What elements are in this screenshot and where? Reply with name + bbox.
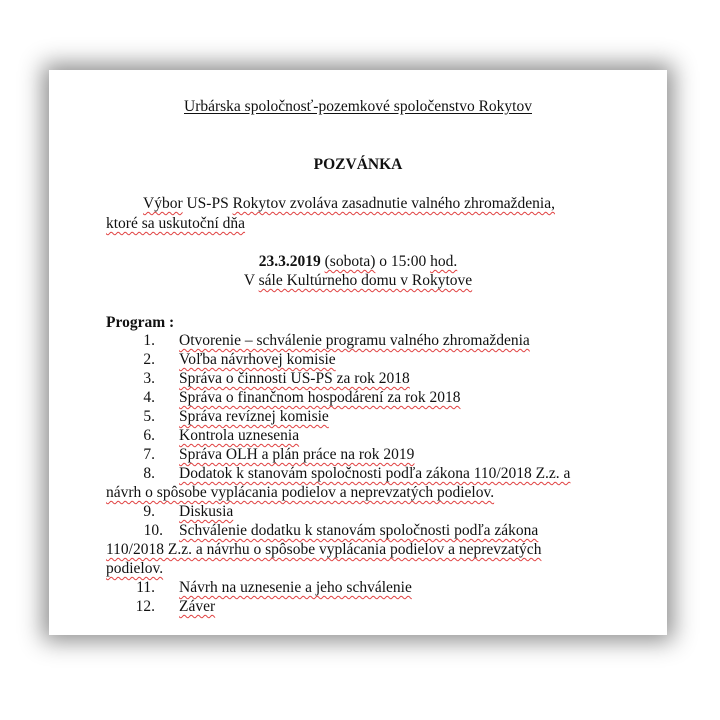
document-title: POZVÁNKA — [313, 156, 403, 173]
meeting-date: 23.3.2019 — [258, 253, 321, 270]
organization-header — [49, 98, 667, 116]
list-item-continuation: 110/2018 Z.z. a návrhu o spôsobe vyplácania podielov a neprevzatých — [106, 541, 542, 558]
document-page: Urbárska spoločnosť-pozemkové spoločenstvo Rokytov POZVÁNKA Výbor US-PS Rokytov zvoláva zasadnutie valného zhromaždenia, ktoré sa uskutoční dňa 23.3.2019 (sobota) o 15:00 hod. V sále Kultúrneho domu v Rokytove Program : 1. Otvorenie – schválenie programu valného zhromaždenia 2. Voľba návrhovej komisie 3. Správa o činnosti US-PS za rok 2018 4. Správa o finančnom hospodárení za rok 2018 5. Správa revíznej komisie 6. Kontrola uznesenia 7. Správa OLH a plán práce na rok 2019 8. Dodatok k stanovám spoločnosti podľa zákona 110/2018 Z.z. a návrh o spôsobe vyplácania podielov a neprevzatých podielov. 9. Diskusia 10. Schválenie dodatku k stanovám spoločnosti podľa zákona 110/2018 Z.z. a návrhu o spôsobe vyplácania podielov a neprevzatých podielov. 11. Návrh na uznesenie a jeho schválenie 12. Záver — [49, 70, 667, 635]
meeting-place: sále Kultúrneho domu v Rokytove — [258, 272, 473, 289]
meeting-date-line: 23.3.2019 (sobota) o 15:00 hod. — [258, 253, 458, 270]
program-heading: Program : — [106, 314, 175, 331]
list-item-continuation: podielov. — [106, 560, 164, 577]
meeting-day: (sobota) — [324, 253, 376, 270]
meeting-place-line: V sále Kultúrneho domu v Rokytove — [243, 272, 473, 289]
intro-line-1: Výbor US-PS Rokytov zvoláva zasadnutie valného zhromaždenia, — [143, 195, 555, 212]
list-item-continuation: návrh o spôsobe vyplácania podielov a neprevzatých podielov. — [106, 484, 495, 501]
organization-name: Urbárska spoločnosť-pozemkové spoločenstvo Rokytov — [184, 98, 532, 115]
intro-line-2: ktoré sa uskutoční dňa — [106, 215, 246, 232]
